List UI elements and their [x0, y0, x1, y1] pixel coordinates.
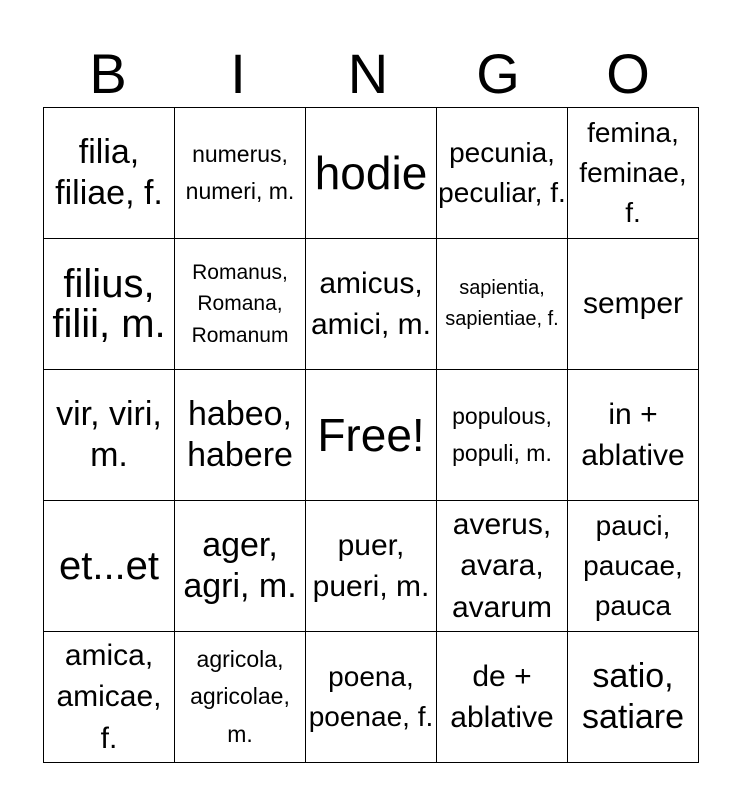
cell-text: satio, satiare	[581, 657, 685, 736]
cell-text: populous, populi, m.	[452, 402, 552, 466]
cell-text: de + ablative	[450, 659, 554, 734]
bingo-cell[interactable]	[437, 239, 568, 370]
cell-text: agricola, agricolae, m.	[190, 646, 290, 747]
header-letter-n: N	[347, 42, 389, 105]
bingo-cell[interactable]	[44, 370, 175, 501]
board-row	[44, 239, 699, 370]
bingo-cell[interactable]	[44, 108, 175, 239]
header-letter-i: I	[230, 42, 246, 105]
bingo-cell[interactable]	[175, 239, 306, 370]
bingo-header	[43, 40, 693, 108]
bingo-cell[interactable]	[437, 501, 568, 632]
bingo-cell[interactable]	[175, 501, 306, 632]
cell-text: semper	[582, 287, 684, 321]
cell-text: sapientia, sapientiae, f.	[445, 277, 559, 330]
bingo-cell[interactable]	[44, 501, 175, 632]
bingo-cell[interactable]	[568, 632, 699, 763]
cell-text: habeo, habere	[187, 395, 293, 474]
cell-text: et...et	[58, 544, 160, 588]
cell-text: in + ablative	[581, 397, 685, 472]
cell-text: amica, amicae, f.	[56, 638, 162, 755]
header-letter-g: G	[476, 42, 520, 105]
bingo-cell[interactable]	[437, 108, 568, 239]
cell-text: filius, filii, m.	[52, 262, 166, 346]
board-row	[44, 108, 699, 239]
cell-text: poena, poenae, f.	[308, 661, 434, 732]
cell-text: filia, filiae, f.	[55, 133, 163, 212]
cell-text: ager, agri, m.	[183, 526, 297, 605]
bingo-board	[43, 107, 699, 763]
bingo-cell[interactable]	[306, 108, 437, 239]
header-letter-b: B	[89, 42, 127, 105]
cell-text: hodie	[314, 147, 428, 199]
bingo-cell[interactable]	[568, 501, 699, 632]
bingo-cell[interactable]	[437, 632, 568, 763]
header-letter-o: O	[606, 42, 650, 105]
free-space-text: Free!	[317, 409, 425, 461]
bingo-cell[interactable]	[306, 501, 437, 632]
cell-text: averus, avara, avarum	[451, 507, 553, 624]
bingo-cell[interactable]	[568, 108, 699, 239]
cell-text: femina, feminae, f.	[579, 117, 687, 228]
cell-text: vir, viri, m.	[56, 395, 162, 474]
bingo-cell[interactable]	[568, 239, 699, 370]
cell-text: puer, pueri, m.	[312, 528, 430, 603]
bingo-cell[interactable]	[175, 632, 306, 763]
board-row	[44, 632, 699, 763]
board-row	[44, 501, 699, 632]
bingo-cell[interactable]	[306, 632, 437, 763]
bingo-cell[interactable]	[306, 239, 437, 370]
bingo-cell[interactable]	[568, 370, 699, 501]
bingo-cell[interactable]	[44, 239, 175, 370]
cell-text: pecunia, peculiar, f.	[438, 137, 566, 208]
cell-text: amicus, amici, m.	[311, 266, 431, 341]
bingo-cell[interactable]	[437, 370, 568, 501]
bingo-cell[interactable]	[175, 370, 306, 501]
bingo-cell[interactable]	[44, 632, 175, 763]
board-row	[44, 370, 699, 501]
bingo-cell[interactable]	[175, 108, 306, 239]
cell-text: numerus, numeri, m.	[185, 140, 295, 204]
cell-text: Romanus, Romana, Romanum	[191, 261, 289, 347]
free-space-cell[interactable]	[306, 370, 437, 501]
cell-text: pauci, paucae, pauca	[583, 510, 683, 621]
